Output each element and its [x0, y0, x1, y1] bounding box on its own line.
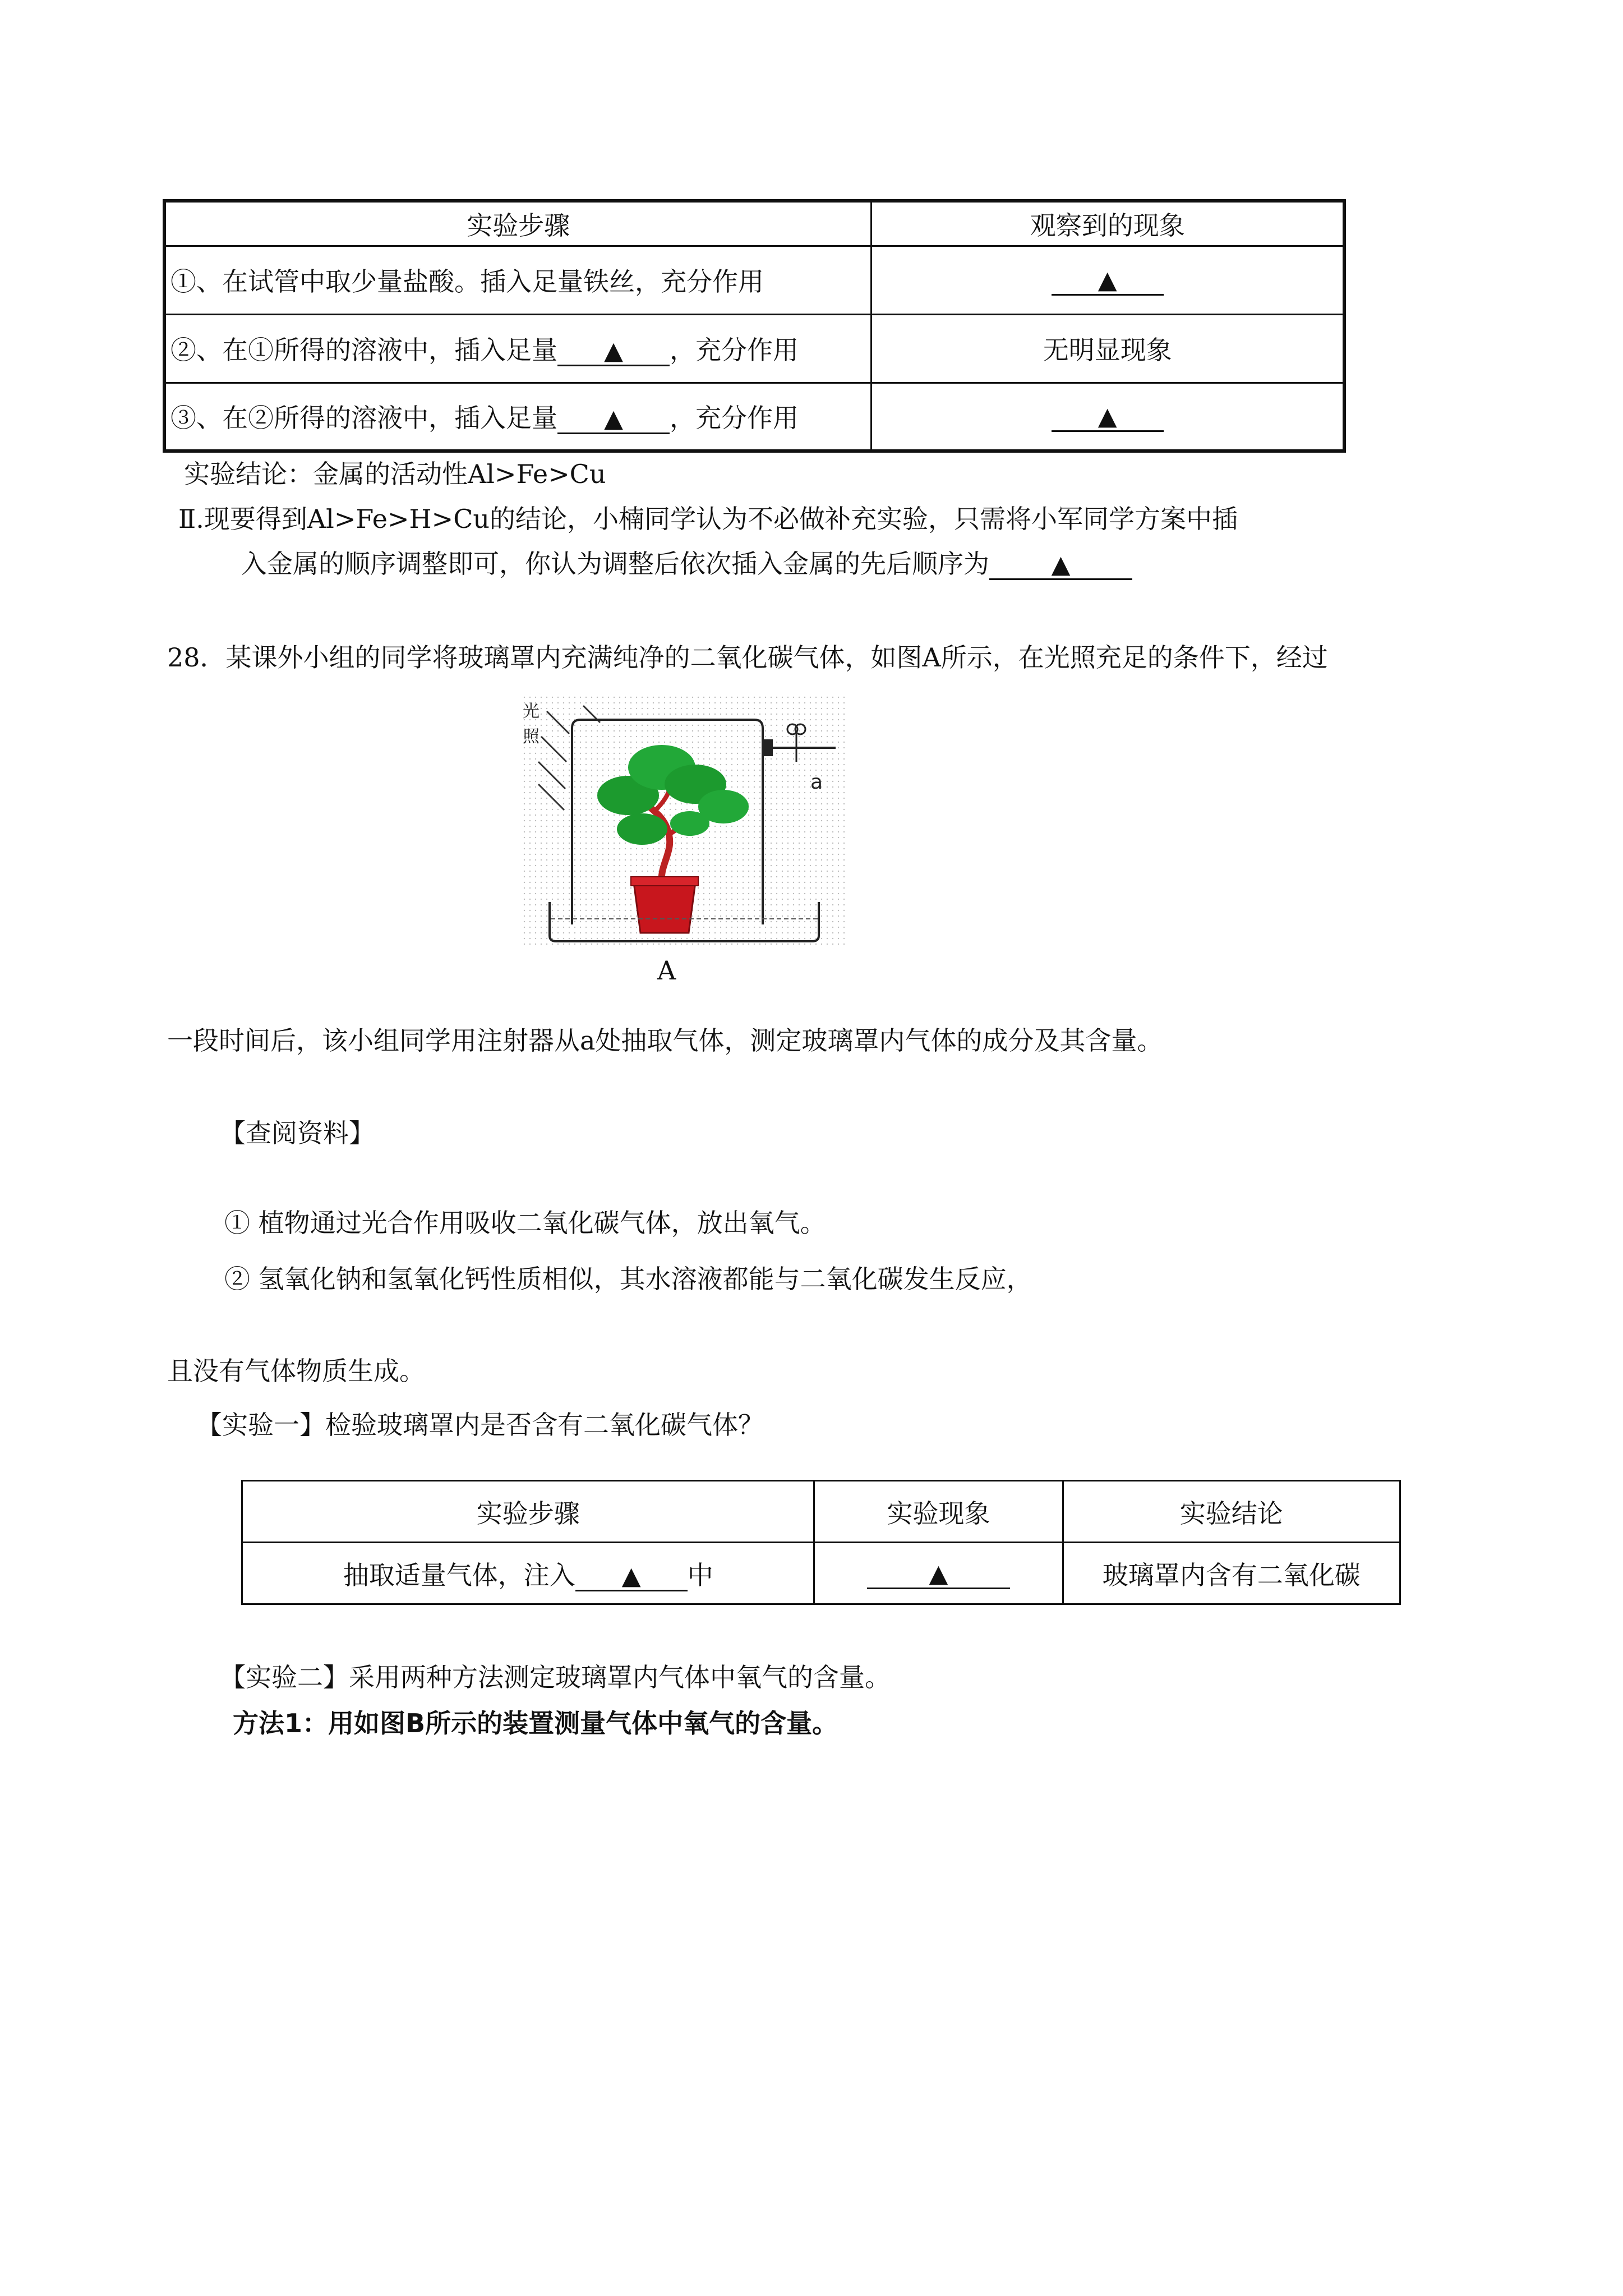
answer-blank[interactable]	[1052, 402, 1164, 432]
light-label-1: 光	[523, 702, 540, 721]
glass-bell-plant-diagram	[522, 694, 847, 947]
metal-activity-table	[163, 199, 1346, 453]
step-2-text: ②、在①所得的溶液中，插入足量	[170, 335, 557, 365]
table1-result-3	[872, 383, 1344, 451]
table1-step-1	[164, 246, 872, 314]
table1-header-step: 实验步骤	[164, 201, 872, 246]
answer-blank[interactable]	[989, 550, 1132, 580]
triangle-icon: ▲	[1098, 266, 1117, 295]
answer-blank[interactable]	[575, 1562, 688, 1591]
triangle-icon: ▲	[621, 1561, 641, 1590]
step-2-suffix: ，充分作用	[670, 335, 799, 365]
method-1: 方法1：用如图B所示的装置测量气体中氧气的含量。	[233, 1708, 838, 1738]
step-1-text: ①、在试管中取少量盐酸。插入足量铁丝，充分作用	[170, 266, 764, 297]
triangle-icon: ▲	[604, 404, 623, 434]
answer-blank[interactable]	[557, 337, 670, 366]
table2-conclusion: 玻璃罩内含有二氧化碳	[1063, 1543, 1400, 1604]
answer-blank[interactable]	[557, 404, 670, 434]
table2-header-conclusion: 实验结论	[1063, 1481, 1400, 1543]
figure-a	[522, 694, 847, 947]
table1-step-2	[164, 314, 872, 383]
table2-step	[242, 1543, 814, 1604]
step-text: 抽取适量气体，注入	[343, 1559, 575, 1590]
question-2-line-1: Ⅱ.现要得到Al>Fe>H>Cu的结论，小楠同学认为不必做补充实验，只需将小军同学方案中插	[178, 504, 1238, 534]
reference-item-1: ① 植物通过光合作用吸收二氧化碳气体，放出氧气。	[224, 1208, 826, 1238]
table1-result-2: 无明显现象	[872, 314, 1344, 383]
step-3-suffix: ，充分作用	[670, 403, 799, 434]
table2-header-phenomenon: 实验现象	[814, 1481, 1063, 1543]
reference-title: 【查阅资料】	[220, 1118, 375, 1148]
step-3-text: ③、在②所得的溶液中，插入足量	[170, 403, 557, 434]
table2-phenomenon	[814, 1543, 1063, 1604]
experiment-1-title: 【实验一】检验玻璃罩内是否含有二氧化碳气体？	[196, 1410, 764, 1440]
question-28-line-1: 28．某课外小组的同学将玻璃罩内充满纯净的二氧化碳气体，如图A所示，在光照充足的条件下，经过	[167, 642, 1328, 673]
table1-result-1	[872, 246, 1344, 314]
triangle-icon: ▲	[1051, 550, 1071, 579]
light-label-2: 照	[523, 727, 540, 747]
experiment-2-title: 【实验二】采用两种方法测定玻璃罩内气体中氧气的含量。	[220, 1662, 891, 1692]
valve-label: a	[810, 771, 823, 794]
triangle-icon: ▲	[604, 337, 623, 365]
reference-item-2-continued: 且没有气体物质生成。	[167, 1356, 425, 1386]
reference-item-2: ② 氢氧化钠和氢氧化钙性质相似，其水溶液都能与二氧化碳发生反应，	[224, 1264, 1032, 1294]
triangle-icon: ▲	[929, 1559, 948, 1588]
triangle-icon: ▲	[1098, 402, 1117, 431]
table1-header-observation: 观察到的现象	[872, 201, 1344, 246]
experiment-conclusion: 实验结论：金属的活动性Al>Fe>Cu	[184, 459, 606, 489]
flower-pot	[634, 882, 695, 933]
answer-blank[interactable]	[1052, 266, 1164, 296]
co2-test-table	[241, 1480, 1401, 1605]
step-suffix: 中	[687, 1559, 713, 1590]
figure-a-caption: A	[657, 955, 676, 986]
question-2-line-2	[241, 547, 1132, 581]
answer-blank[interactable]	[867, 1559, 1010, 1589]
question-2-text: 入金属的顺序调整即可，你认为调整后依次插入金属的先后顺序为	[241, 549, 989, 579]
question-28-line-2: 一段时间后，该小组同学用注射器从a处抽取气体，测定玻璃罩内气体的成分及其含量。	[167, 1025, 1163, 1056]
valve-stopper	[763, 739, 773, 756]
table1-step-3	[164, 383, 872, 451]
table2-header-step: 实验步骤	[242, 1481, 814, 1543]
